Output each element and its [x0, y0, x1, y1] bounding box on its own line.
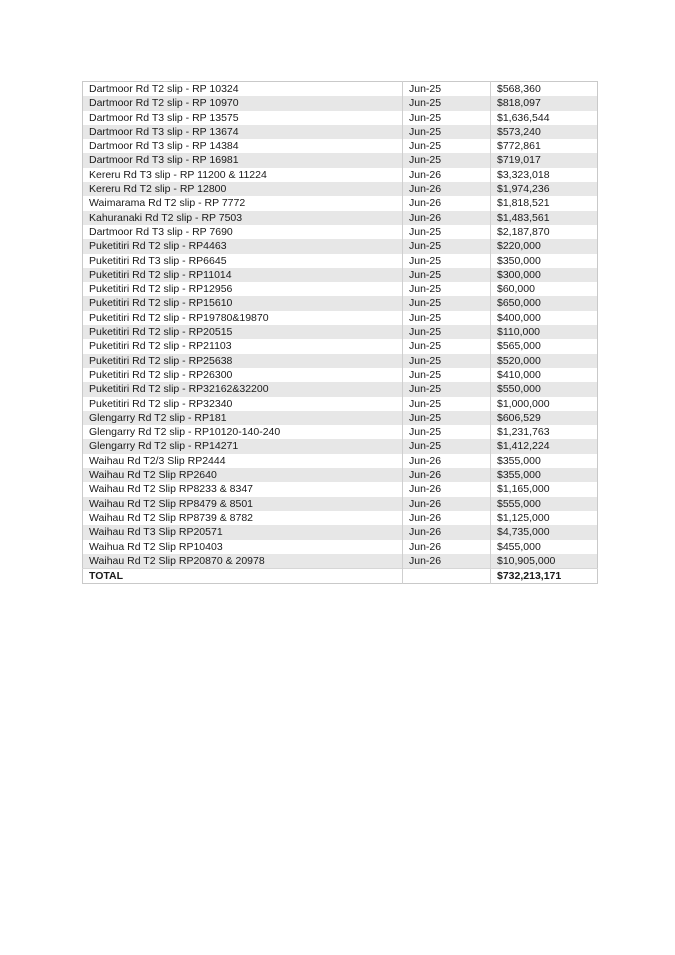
table-row: [83, 411, 598, 425]
estimated-cost: $650,000: [491, 296, 598, 310]
slip-description: Puketitiri Rd T3 slip - RP6645: [89, 254, 227, 267]
slip-description: Puketitiri Rd T2 slip - RP26300: [89, 368, 233, 381]
estimated-cost: $606,529: [491, 411, 598, 425]
slip-description: Puketitiri Rd T2 slip - RP32340: [89, 397, 233, 410]
table-row: [83, 225, 598, 239]
table-row: [83, 511, 598, 525]
table-row: [83, 282, 598, 296]
target-date: Jun-25: [403, 382, 491, 396]
estimated-cost: $520,000: [491, 354, 598, 368]
target-date: Jun-25: [403, 96, 491, 110]
slip-description: Glengarry Rd T2 slip - RP14271: [83, 439, 403, 453]
estimated-cost: $1,412,224: [491, 439, 598, 453]
target-date: Jun-26: [403, 525, 491, 539]
table-row: [83, 296, 598, 310]
estimated-cost: $400,000: [491, 311, 598, 325]
estimated-cost: $455,000: [491, 540, 598, 554]
target-date: Jun-25: [403, 325, 491, 339]
estimated-cost: $355,000: [491, 468, 598, 482]
table-body: [83, 82, 598, 584]
table-row: [83, 268, 598, 282]
target-date: Jun-25: [403, 225, 491, 239]
estimated-cost: $2,187,870: [491, 225, 598, 239]
target-date: Jun-25: [403, 296, 491, 310]
table-row: [83, 153, 598, 167]
slip-description: Puketitiri Rd T2 slip - RP12956: [89, 283, 233, 296]
table-row: [83, 325, 598, 339]
target-date: Jun-25: [403, 368, 491, 382]
target-date: Jun-25: [403, 339, 491, 353]
estimated-cost: $1,125,000: [491, 511, 598, 525]
target-date: Jun-25: [403, 425, 491, 439]
table-row: [83, 540, 598, 554]
target-date: Jun-25: [403, 254, 491, 268]
table-row: [83, 368, 598, 382]
estimated-cost: $772,861: [491, 139, 598, 153]
target-date: Jun-26: [403, 454, 491, 468]
total-row: [83, 569, 598, 584]
slip-description: Puketitiri Rd T2 slip - RP15610: [83, 296, 403, 310]
target-date: Jun-26: [403, 211, 491, 225]
slip-description: Kereru Rd T2 slip - RP 12800: [83, 182, 403, 196]
target-date: Jun-25: [403, 153, 491, 167]
estimated-cost: $1,000,000: [491, 397, 598, 411]
target-date: Jun-26: [403, 497, 491, 511]
target-date: Jun-25: [403, 354, 491, 368]
slip-description: Waihau Rd T2/3 Slip RP2444: [89, 454, 226, 467]
table-row: [83, 425, 598, 439]
slip-cost-table: [82, 81, 598, 584]
target-date: Jun-25: [403, 282, 491, 296]
estimated-cost: $300,000: [491, 268, 598, 282]
target-date: Jun-26: [403, 554, 491, 569]
estimated-cost: $350,000: [491, 254, 598, 268]
target-date: Jun-26: [403, 511, 491, 525]
estimated-cost: $568,360: [491, 82, 598, 97]
estimated-cost: $719,017: [491, 153, 598, 167]
slip-description: Waimarama Rd T2 slip - RP 7772: [89, 197, 246, 210]
estimated-cost: $573,240: [491, 125, 598, 139]
slip-description: Puketitiri Rd T2 slip - RP11014: [83, 268, 403, 282]
target-date: Jun-26: [403, 482, 491, 496]
table-row: [83, 454, 598, 468]
slip-description: Waihau Rd T3 Slip RP20571: [83, 525, 403, 539]
target-date: Jun-26: [403, 168, 491, 182]
slip-description: Dartmoor Rd T3 slip - RP 13575: [89, 111, 239, 124]
table-row: [83, 111, 598, 125]
target-date: Jun-26: [403, 182, 491, 196]
slip-description: Dartmoor Rd T3 slip - RP 7690: [89, 225, 233, 238]
target-date: Jun-26: [403, 196, 491, 210]
table-row: [83, 82, 598, 97]
estimated-cost: $355,000: [491, 454, 598, 468]
table-row: [83, 211, 598, 225]
table-row: [83, 468, 598, 482]
slip-description: Dartmoor Rd T2 slip - RP 10324: [89, 83, 239, 95]
target-date: Jun-25: [403, 125, 491, 139]
table-row: [83, 168, 598, 182]
estimated-cost: $1,636,544: [491, 111, 598, 125]
table-row: [83, 482, 598, 496]
estimated-cost: $1,483,561: [491, 211, 598, 225]
table-row: [83, 182, 598, 196]
target-date: Jun-25: [403, 411, 491, 425]
target-date: Jun-26: [403, 468, 491, 482]
slip-description: Waihau Rd T2 Slip RP2640: [83, 468, 403, 482]
estimated-cost: $565,000: [491, 339, 598, 353]
table-row: [83, 382, 598, 396]
total-amount: $732,213,171: [491, 569, 598, 584]
estimated-cost: $110,000: [491, 325, 598, 339]
table-row: [83, 525, 598, 539]
target-date: Jun-25: [403, 268, 491, 282]
estimated-cost: $1,165,000: [491, 482, 598, 496]
table-row: [83, 439, 598, 453]
slip-description: Puketitiri Rd T2 slip - RP32162&32200: [83, 382, 403, 396]
estimated-cost: $818,097: [491, 96, 598, 110]
slip-description: Waihua Rd T2 Slip RP10403: [89, 540, 223, 553]
estimated-cost: $1,231,763: [491, 425, 598, 439]
slip-description: Waihau Rd T2 Slip RP20870 & 20978: [83, 554, 403, 569]
table-row: [83, 354, 598, 368]
slip-description: Puketitiri Rd T2 slip - RP4463: [83, 239, 403, 253]
slip-description: Waihau Rd T2 Slip RP8479 & 8501: [83, 497, 403, 511]
target-date: Jun-25: [403, 239, 491, 253]
slip-description: Puketitiri Rd T2 slip - RP20515: [83, 325, 403, 339]
table-row: [83, 125, 598, 139]
estimated-cost: $410,000: [491, 368, 598, 382]
table-row: [83, 397, 598, 411]
target-date: Jun-25: [403, 139, 491, 153]
slip-description: Waihau Rd T2 Slip RP8233 & 8347: [89, 483, 254, 496]
slip-description: Kereru Rd T3 slip - RP 11200 & 11224: [89, 168, 267, 181]
estimated-cost: $555,000: [491, 497, 598, 511]
slip-description: Waihau Rd T2 Slip RP8739 & 8782: [89, 511, 254, 524]
table-row: [83, 139, 598, 153]
table-row: [83, 311, 598, 325]
target-date: Jun-25: [403, 397, 491, 411]
slip-description: Puketitiri Rd T2 slip - RP19780&19870: [89, 311, 269, 324]
estimated-cost: $3,323,018: [491, 168, 598, 182]
estimated-cost: $1,974,236: [491, 182, 598, 196]
slip-description: Glengarry Rd T2 slip - RP10120-140-240: [89, 426, 281, 439]
table-row: [83, 554, 598, 569]
target-date: Jun-25: [403, 439, 491, 453]
target-date: Jun-25: [403, 311, 491, 325]
estimated-cost: $4,735,000: [491, 525, 598, 539]
slip-description: Glengarry Rd T2 slip - RP181: [83, 411, 403, 425]
target-date: Jun-25: [403, 111, 491, 125]
table-row: [83, 96, 598, 110]
slip-description: Dartmoor Rd T3 slip - RP 13674: [83, 125, 403, 139]
target-date: Jun-26: [403, 540, 491, 554]
estimated-cost: $550,000: [491, 382, 598, 396]
slip-description: Dartmoor Rd T3 slip - RP 14384: [89, 140, 239, 153]
estimated-cost: $60,000: [491, 282, 598, 296]
table-row: [83, 339, 598, 353]
table-row: [83, 196, 598, 210]
estimated-cost: $220,000: [491, 239, 598, 253]
table-row: [83, 239, 598, 253]
estimated-cost: $10,905,000: [491, 554, 598, 569]
total-label: TOTAL: [83, 569, 403, 584]
slip-description: Puketitiri Rd T2 slip - RP25638: [83, 354, 403, 368]
slip-description: Kahuranaki Rd T2 slip - RP 7503: [83, 211, 403, 225]
slip-description: Puketitiri Rd T2 slip - RP21103: [89, 340, 232, 353]
slip-description: Dartmoor Rd T2 slip - RP 10970: [83, 96, 403, 110]
table-row: [83, 497, 598, 511]
total-date: [403, 569, 491, 584]
slip-description: Dartmoor Rd T3 slip - RP 16981: [83, 153, 403, 167]
table-row: [83, 254, 598, 268]
estimated-cost: $1,818,521: [491, 196, 598, 210]
target-date: Jun-25: [403, 82, 491, 97]
